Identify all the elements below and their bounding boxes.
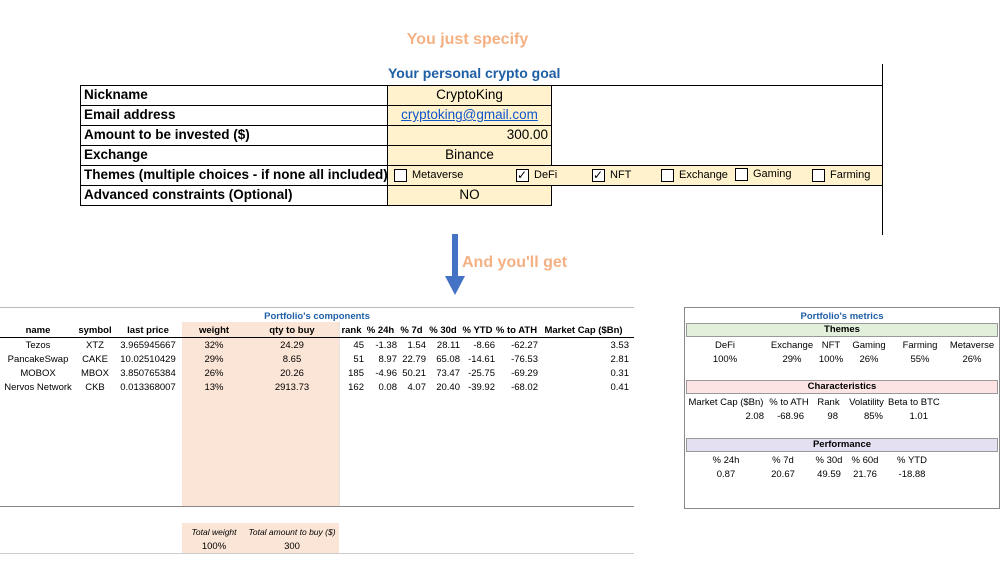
table-cell: 65.08: [436, 354, 460, 365]
table-cell: 3.965945667: [120, 340, 176, 351]
table-cell: 0.013368007: [120, 382, 176, 393]
column-header: last price: [127, 325, 169, 336]
result-heading: And you'll get: [462, 254, 568, 271]
column-header: qty to buy: [269, 325, 315, 336]
theme-label: Gaming: [753, 168, 792, 180]
table-cell: -68.02: [511, 382, 538, 393]
advanced-constraints-field[interactable]: NO: [459, 187, 480, 202]
goal-title: Your personal crypto goal: [388, 65, 561, 81]
table-cell: MOBOX: [20, 368, 56, 379]
theme-option-nft[interactable]: [592, 166, 631, 184]
table-cell: -8.66: [473, 340, 495, 351]
table-cell: -39.92: [468, 382, 495, 393]
table-cell: CKB: [85, 382, 105, 393]
column-header: weight: [198, 325, 230, 336]
email-field[interactable]: cryptoking@gmail.com: [401, 107, 538, 122]
metric-cell: % 30d: [815, 455, 843, 466]
total-weight-value: 100%: [201, 541, 227, 552]
metric-cell: % YTD: [897, 455, 927, 466]
table-cell: 0.08: [378, 382, 397, 393]
table-cell: XTZ: [86, 340, 104, 351]
table-cell: -62.27: [511, 340, 538, 351]
table-cell: 4.07: [407, 382, 426, 393]
metric-cell: % 7d: [772, 455, 794, 466]
exchange-field[interactable]: Binance: [445, 147, 494, 162]
table-cell: 73.47: [436, 368, 460, 379]
table-cell: -4.96: [375, 368, 397, 379]
metric-cell: 100%: [818, 354, 844, 365]
table-cell: 2.81: [610, 354, 629, 365]
themes-section-header: Themes: [686, 323, 998, 337]
table-cell: 24.29: [280, 340, 304, 351]
metric-cell: 98: [827, 411, 838, 422]
metric-cell: Rank: [817, 397, 840, 408]
column-header: Market Cap ($Bn): [544, 325, 623, 336]
total-weight-label: Total weight: [191, 527, 237, 537]
metric-cell: 21.76: [853, 469, 877, 480]
metric-cell: 55%: [910, 354, 930, 365]
table-cell: 185: [348, 368, 364, 379]
metric-cell: Volatility: [849, 397, 884, 408]
metric-cell: 26%: [962, 354, 982, 365]
advanced-label: Advanced constraints (Optional): [84, 187, 293, 202]
top-heading: You just specify: [406, 31, 529, 48]
table-cell: 50.21: [402, 368, 426, 379]
column-header: symbol: [78, 325, 112, 336]
metric-cell: Farming: [902, 340, 938, 351]
table-cell: -1.38: [375, 340, 397, 351]
theme-label: DeFi: [534, 169, 558, 181]
column-header: % 24h: [366, 325, 395, 336]
table-cell: -14.61: [468, 354, 495, 365]
metric-cell: Gaming: [852, 340, 886, 351]
metric-cell: % to ATH: [769, 397, 809, 408]
metric-cell: NFT: [821, 340, 841, 351]
table-cell: PancakeSwap: [7, 354, 69, 365]
table-cell: Tezos: [25, 340, 51, 351]
amount-label: Amount to be invested ($): [84, 127, 250, 142]
theme-label: Metaverse: [412, 169, 464, 181]
theme-label: NFT: [610, 169, 632, 181]
metric-cell: 2.08: [745, 411, 764, 422]
table-cell: -69.29: [511, 368, 538, 379]
table-cell: Nervos Network: [4, 382, 72, 393]
table-cell: -76.53: [511, 354, 538, 365]
metric-cell: % 60d: [851, 455, 879, 466]
metric-cell: Market Cap ($Bn): [688, 397, 764, 408]
nickname-label: Nickname: [84, 87, 148, 102]
metric-cell: -68.96: [777, 411, 804, 422]
metric-cell: Beta to BTC: [888, 397, 940, 408]
checkbox-unchecked-icon[interactable]: [812, 169, 825, 182]
exchange-label: Exchange: [84, 147, 148, 162]
amount-field[interactable]: 300.00: [506, 127, 548, 142]
table-cell: -25.75: [468, 368, 495, 379]
metric-cell: 100%: [712, 354, 738, 365]
table-cell: 0.31: [610, 368, 629, 379]
table-cell: 162: [348, 382, 364, 393]
performance-section-header: Performance: [686, 438, 998, 452]
column-header: % to ATH: [495, 325, 538, 336]
theme-option-defi[interactable]: [516, 166, 557, 184]
themes-label: Themes (multiple choices - if none all included): [84, 167, 388, 182]
theme-label: Farming: [830, 169, 871, 181]
table-cell: 22.79: [402, 354, 426, 365]
table-cell: 28.11: [436, 340, 460, 351]
column-header: % YTD: [462, 325, 493, 336]
table-cell: 13%: [204, 382, 224, 393]
table-cell: MBOX: [81, 368, 109, 379]
table-cell: 26%: [204, 368, 224, 379]
total-amount-value: 300: [284, 541, 300, 552]
theme-option-metaverse[interactable]: [394, 166, 463, 184]
metric-cell: 1.01: [909, 411, 928, 422]
theme-option-gaming[interactable]: [735, 165, 792, 183]
table-cell: 10.02510429: [120, 354, 176, 365]
email-label: Email address: [84, 107, 176, 122]
metrics-title: Portfolio's metrics: [800, 311, 884, 322]
checkbox-checked-icon[interactable]: [592, 169, 605, 182]
checkbox-unchecked-icon[interactable]: [394, 169, 407, 182]
metric-cell: 85%: [863, 411, 883, 422]
metric-cell: 49.59: [817, 469, 841, 480]
metric-cell: % 24h: [712, 455, 740, 466]
table-cell: 8.65: [282, 354, 302, 365]
table-cell: 20.40: [436, 382, 460, 393]
metric-cell: Metaverse: [949, 340, 995, 351]
metric-cell: DeFi: [714, 340, 736, 351]
table-cell: 0.41: [610, 382, 629, 393]
table-cell: 3.850765384: [120, 368, 176, 379]
checkbox-unchecked-icon[interactable]: [661, 169, 674, 182]
nickname-field[interactable]: CryptoKing: [436, 87, 503, 102]
table-cell: 1.54: [407, 340, 426, 351]
column-header: name: [25, 325, 51, 336]
table-cell: 2913.73: [274, 382, 310, 393]
theme-option-farming[interactable]: [812, 166, 870, 184]
metric-cell: 20.67: [771, 469, 795, 480]
components-title: Portfolio's components: [264, 311, 370, 322]
column-header: rank: [341, 325, 362, 336]
checkbox-unchecked-icon[interactable]: [735, 168, 748, 181]
characteristics-section-header: Characteristics: [686, 380, 998, 394]
table-cell: CAKE: [82, 354, 108, 365]
table-cell: 20.26: [280, 368, 304, 379]
metric-cell: 0.87: [716, 469, 736, 480]
metric-cell: -18.88: [898, 469, 926, 480]
column-header: % 7d: [400, 325, 423, 336]
theme-option-exchange[interactable]: [661, 166, 728, 184]
table-cell: 3.53: [610, 340, 629, 351]
table-cell: 32%: [204, 340, 224, 351]
table-cell: 8.97: [378, 354, 397, 365]
metric-cell: Exchange: [770, 340, 814, 351]
metric-cell: 29%: [782, 354, 802, 365]
table-cell: 45: [353, 340, 364, 351]
total-amount-label: Total amount to buy ($): [248, 527, 336, 537]
metric-cell: 26%: [859, 354, 879, 365]
checkbox-checked-icon[interactable]: [516, 169, 529, 182]
table-cell: 51: [353, 354, 364, 365]
theme-label: Exchange: [679, 169, 728, 181]
table-cell: 29%: [204, 354, 224, 365]
column-header: % 30d: [429, 325, 457, 336]
